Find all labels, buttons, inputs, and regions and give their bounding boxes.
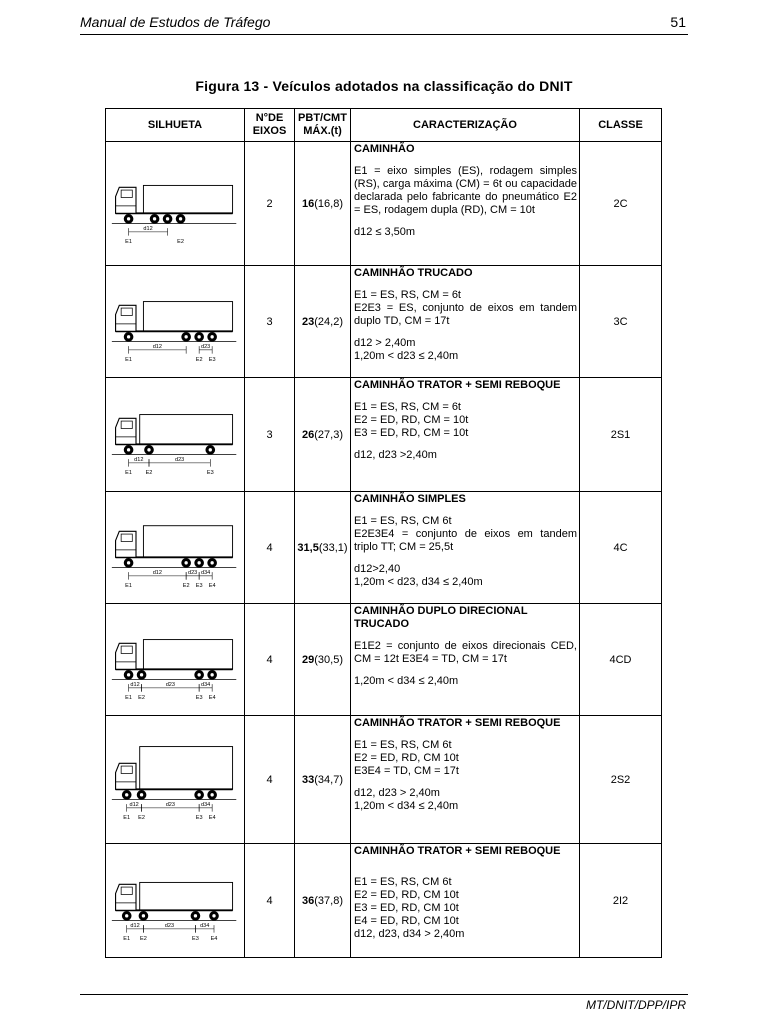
characterization-line: E1 = ES, RS, CM = 6t <box>354 401 461 413</box>
characterization-line: E1E2 = conjunto de eixos direcionais CED, CM = 12t E3E4 = TD, CM = 17t <box>354 640 577 665</box>
characterization-cell <box>351 492 580 604</box>
svg-text:d12: d12 <box>134 456 144 463</box>
characterization-line: E2 = ED, RD, CM = 10t <box>354 414 469 426</box>
svg-text:E1: E1 <box>123 935 131 942</box>
characterization-cell <box>351 142 580 266</box>
characterization-line: E3E4 = TD, CM = 17t <box>354 765 459 777</box>
footer-rule <box>80 994 688 995</box>
characterization-line: E1 = ES, RS, CM 6t <box>354 739 452 751</box>
table-header-row <box>106 109 662 142</box>
page-number: 51 <box>670 14 686 30</box>
characterization-line: 1,20m < d23 ≤ 2,40m <box>354 350 459 362</box>
svg-text:E4: E4 <box>208 814 216 821</box>
axle-count: 4 <box>245 716 295 844</box>
silhouette-cell <box>106 142 245 266</box>
truck-4-axle-double-steer-icon <box>110 617 240 703</box>
characterization-line: d12 ≤ 3,50m <box>354 226 416 238</box>
vehicle-type-title: CAMINHÃO TRUCADO <box>354 267 473 279</box>
silhouette-cell <box>106 604 245 716</box>
svg-text:E2: E2 <box>177 238 184 245</box>
svg-text:E4: E4 <box>208 694 216 701</box>
characterization-line: E3 = ED, RD, CM 10t <box>354 902 459 914</box>
svg-text:d34: d34 <box>201 681 211 688</box>
svg-text:E1: E1 <box>123 814 131 821</box>
pbt-tolerance-value: (37,8) <box>314 894 343 907</box>
silhouette-cell <box>106 492 245 604</box>
characterization-cell <box>351 378 580 492</box>
pbt-max <box>295 378 351 492</box>
table-row <box>106 844 662 958</box>
figure-title: Figura 13 - Veículos adotados na classificação do DNIT <box>195 78 573 94</box>
truck-3-axle-tandem-icon <box>110 279 240 365</box>
table-body <box>106 142 662 958</box>
characterization-line: d12, d23 > 2,40m <box>354 787 440 799</box>
vehicle-class: 4C <box>580 492 662 604</box>
table-row <box>106 142 662 266</box>
svg-text:E1: E1 <box>125 356 132 363</box>
characterization-line: d12>2,40 <box>354 563 401 575</box>
vehicle-class: 2I2 <box>580 844 662 958</box>
svg-text:d23: d23 <box>201 343 211 350</box>
svg-text:d12: d12 <box>129 801 139 808</box>
axle-count: 3 <box>245 266 295 378</box>
pbt-tolerance-value: (30,5) <box>314 653 343 666</box>
svg-text:E3: E3 <box>195 694 203 701</box>
characterization-line: E2E3E4 = conjunto de eixos em tandem triplo TT; CM = 25,5t <box>354 528 577 553</box>
header-caracterizacao: CARACTERIZAÇÃO <box>351 109 580 142</box>
svg-text:E3: E3 <box>208 356 216 363</box>
characterization-line: d12 > 2,40m <box>354 337 416 349</box>
svg-text:d34: d34 <box>201 801 211 808</box>
svg-text:E2: E2 <box>140 935 147 942</box>
svg-text:E1: E1 <box>125 469 132 476</box>
header-pbt <box>295 109 351 142</box>
pbt-max <box>295 604 351 716</box>
pbt-legal-value: 16 <box>302 197 315 210</box>
silhouette-cell <box>106 844 245 958</box>
silhouette-cell <box>106 716 245 844</box>
axle-count: 2 <box>245 142 295 266</box>
pbt-tolerance-value: (16,8) <box>314 197 343 210</box>
svg-text:d12: d12 <box>143 225 153 232</box>
vehicle-type-title: CAMINHÃO DUPLO DIRECIONAL TRUCADO <box>354 605 528 630</box>
characterization-cell <box>351 844 580 958</box>
svg-text:E2: E2 <box>145 469 153 476</box>
header-classe: CLASSE <box>580 109 662 142</box>
pbt-max <box>295 716 351 844</box>
vehicle-class: 3C <box>580 266 662 378</box>
pbt-max <box>295 844 351 958</box>
svg-text:d12: d12 <box>152 569 162 576</box>
svg-text:E4: E4 <box>208 582 216 589</box>
pbt-tolerance-value: (27,3) <box>314 428 343 441</box>
characterization-line: d12, d23, d34 > 2,40m <box>354 928 465 940</box>
characterization-line: E1 = ES, RS, CM = 6t <box>354 289 461 301</box>
svg-text:E1: E1 <box>125 694 132 701</box>
pbt-tolerance-value: (24,2) <box>314 315 343 328</box>
header-rule <box>80 34 688 35</box>
pbt-max <box>295 492 351 604</box>
vehicle-type-title: CAMINHÃO TRATOR + SEMI REBOQUE <box>354 717 561 729</box>
characterization-line: E1 = ES, RS, CM 6t <box>354 515 452 527</box>
characterization-cell <box>351 266 580 378</box>
tractor-semitrailer-4-axle-spread-icon <box>110 858 240 944</box>
header-eixos-line2: EIXOS <box>252 125 287 137</box>
characterization-cell <box>351 604 580 716</box>
pbt-legal-value: 33 <box>302 773 315 786</box>
svg-text:d34: d34 <box>201 569 211 576</box>
characterization-cell <box>351 716 580 844</box>
characterization-line: E2 = ED, RD, CM 10t <box>354 752 459 764</box>
pbt-legal-value: 36 <box>302 894 315 907</box>
svg-text:d23: d23 <box>188 569 198 576</box>
svg-text:E3: E3 <box>206 469 214 476</box>
header-silhueta: SILHUETA <box>106 109 245 142</box>
silhouette-cell <box>106 378 245 492</box>
header-eixos <box>245 109 295 142</box>
axle-count: 4 <box>245 492 295 604</box>
svg-text:E1: E1 <box>125 238 132 245</box>
svg-text:E4: E4 <box>210 935 218 942</box>
pbt-legal-value: 29 <box>302 653 315 666</box>
footer-text: MT/DNIT/DPP/IPR <box>585 998 686 1012</box>
truck-2-axle-icon <box>110 161 240 247</box>
tractor-semitrailer-3-axle-icon <box>110 392 240 478</box>
pbt-max <box>295 266 351 378</box>
characterization-line: E4 = ED, RD, CM 10t <box>354 915 459 927</box>
characterization-line: E3 = ED, RD, CM = 10t <box>354 427 469 439</box>
svg-text:E1: E1 <box>125 582 132 589</box>
characterization-line: E1 = ES, RS, CM 6t <box>354 876 452 888</box>
vehicle-type-title: CAMINHÃO TRATOR + SEMI REBOQUE <box>354 845 561 857</box>
characterization-line: E1 = eixo simples (ES), rodagem simples (RS), carga máxima (CM) = 6t ou capacidade declarada pelo fabricante do pneumático E2 = ES, rodagem dupla (RD), CM = 10t <box>354 165 577 216</box>
characterization-line: d12, d23 >2,40m <box>354 449 437 461</box>
svg-text:E2: E2 <box>138 694 145 701</box>
svg-text:d12: d12 <box>130 922 140 929</box>
vehicle-class: 2S2 <box>580 716 662 844</box>
header-eixos-line1: N°DE <box>255 112 284 124</box>
svg-text:d12: d12 <box>130 681 140 688</box>
table-row <box>106 492 662 604</box>
truck-4-axle-tridem-icon <box>110 505 240 591</box>
vehicle-type-title: CAMINHÃO SIMPLES <box>354 493 466 505</box>
vehicle-class: 2S1 <box>580 378 662 492</box>
svg-text:d23: d23 <box>165 681 175 688</box>
svg-text:d23: d23 <box>175 456 185 463</box>
vehicle-classification-table <box>105 108 662 958</box>
pbt-max <box>295 142 351 266</box>
table-row <box>106 266 662 378</box>
svg-text:E3: E3 <box>195 814 203 821</box>
pbt-legal-value: 23 <box>302 315 315 328</box>
pbt-legal-value: 26 <box>302 428 315 441</box>
table-row <box>106 378 662 492</box>
axle-count: 4 <box>245 844 295 958</box>
axle-count: 3 <box>245 378 295 492</box>
svg-text:E2: E2 <box>138 814 145 821</box>
pbt-tolerance-value: (33,1) <box>318 541 348 554</box>
characterization-line: 1,20m < d34 ≤ 2,40m <box>354 675 459 687</box>
svg-text:E3: E3 <box>192 935 199 942</box>
svg-text:d23: d23 <box>165 801 175 808</box>
vehicle-type-title: CAMINHÃO <box>354 143 415 155</box>
svg-text:E2: E2 <box>182 582 190 589</box>
characterization-line: 1,20m < d23, d34 ≤ 2,40m <box>354 576 483 588</box>
vehicle-type-title: CAMINHÃO TRATOR + SEMI REBOQUE <box>354 379 561 391</box>
pbt-legal-value: 31,5 <box>297 541 319 554</box>
table-row <box>106 604 662 716</box>
characterization-line: E2E3 = ES, conjunto de eixos em tandem duplo TD, CM = 17t <box>354 302 577 327</box>
characterization-line: 1,20m < d34 ≤ 2,40m <box>354 800 459 812</box>
svg-text:d12: d12 <box>152 343 162 350</box>
header-pbt-line2: MÁX.(t) <box>303 125 342 137</box>
svg-text:d23: d23 <box>164 922 175 929</box>
silhouette-cell <box>106 266 245 378</box>
vehicle-class: 4CD <box>580 604 662 716</box>
axle-count: 4 <box>245 604 295 716</box>
svg-text:d34: d34 <box>200 922 210 929</box>
characterization-line: E2 = ED, RD, CM 10t <box>354 889 459 901</box>
header-pbt-line1: PBT/CMT <box>298 112 347 124</box>
svg-text:E3: E3 <box>195 582 203 589</box>
tractor-semitrailer-4-axle-icon <box>110 737 240 823</box>
pbt-tolerance-value: (34,7) <box>314 773 343 786</box>
vehicle-class: 2C <box>580 142 662 266</box>
svg-text:E2: E2 <box>195 356 203 363</box>
manual-title: Manual de Estudos de Tráfego <box>80 14 271 30</box>
table-row <box>106 716 662 844</box>
